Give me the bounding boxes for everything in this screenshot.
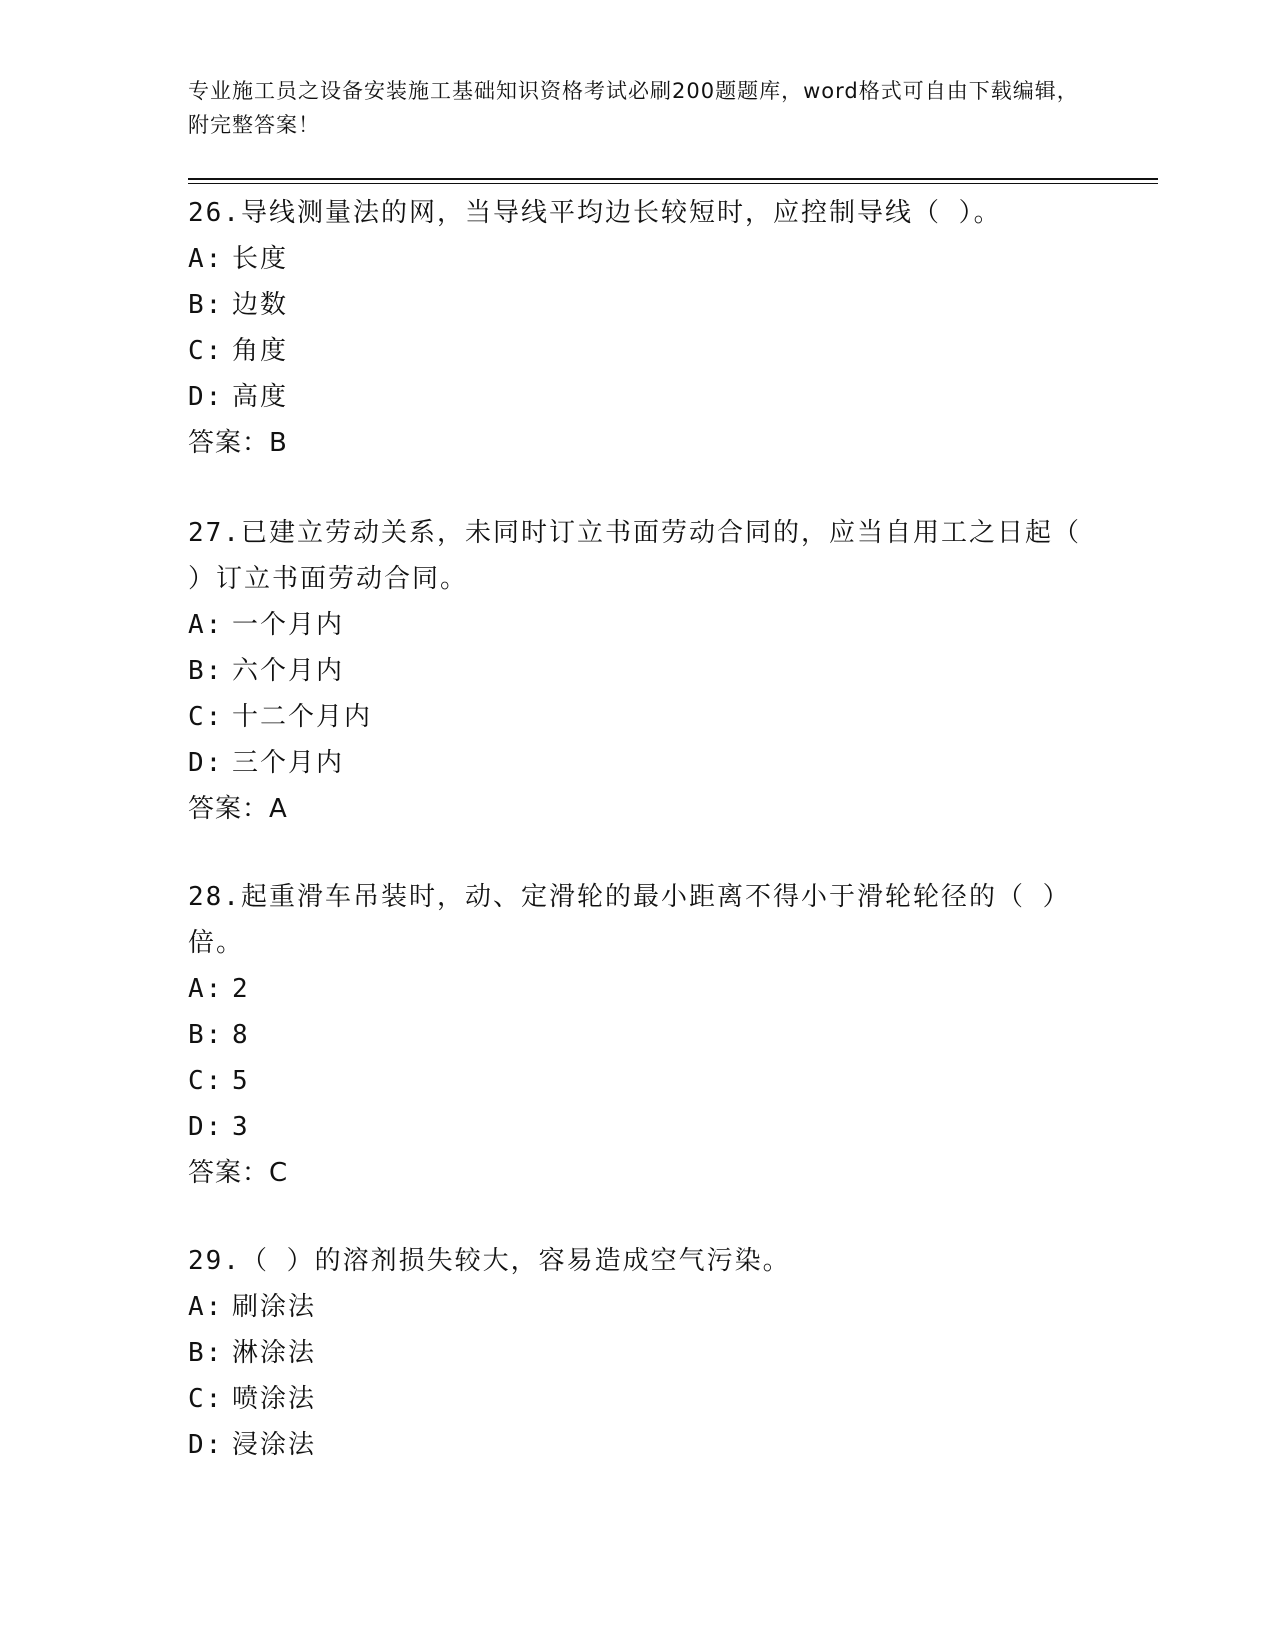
- question-29: [188, 1238, 1088, 1468]
- option-key: C:: [188, 1066, 224, 1096]
- question-stem: 28.起重滑车吊装时，动、定滑轮的最小距离不得小于滑轮轮径的（ ）倍。: [188, 882, 1071, 958]
- answer-line: 答案：A: [188, 794, 288, 824]
- option-c: [188, 1058, 1088, 1104]
- option-text: 淋涂法: [232, 1338, 317, 1368]
- option-text: 六个月内: [232, 656, 345, 686]
- document-title: 专业施工员之设备安装施工基础知识资格考试必刷200题题库，word格式可自由下载编辑，附完整答案！: [188, 79, 1079, 137]
- option-a: [188, 602, 1088, 648]
- option-text: 边数: [232, 290, 289, 320]
- option-text: 8: [232, 1020, 250, 1050]
- option-text: 角度: [232, 336, 289, 366]
- option-b: [188, 1012, 1088, 1058]
- option-key: C:: [188, 1384, 224, 1414]
- question-28: [188, 874, 1088, 1196]
- option-key: C:: [188, 702, 224, 732]
- option-text: 一个月内: [232, 610, 345, 640]
- option-d: [188, 1422, 1088, 1468]
- option-a: [188, 966, 1088, 1012]
- option-text: 高度: [232, 382, 289, 412]
- option-text: 十二个月内: [232, 702, 373, 732]
- option-text: 5: [232, 1066, 250, 1096]
- header-divider-thin: [188, 183, 1158, 184]
- option-a: [188, 236, 1088, 282]
- option-key: D:: [188, 1112, 224, 1142]
- answer-line: 答案：C: [188, 1158, 289, 1188]
- header-divider-thick: [188, 178, 1158, 180]
- option-text: 长度: [232, 244, 289, 274]
- answer-line: 答案：B: [188, 428, 288, 458]
- option-key: D:: [188, 382, 224, 412]
- option-key: A:: [188, 244, 224, 274]
- option-text: 3: [232, 1112, 250, 1142]
- option-key: B:: [188, 656, 224, 686]
- option-d: [188, 1104, 1088, 1150]
- question-26: [188, 190, 1088, 466]
- option-key: B:: [188, 290, 224, 320]
- option-text: 2: [232, 974, 250, 1004]
- option-b: [188, 282, 1088, 328]
- option-d: [188, 374, 1088, 420]
- option-b: [188, 1330, 1088, 1376]
- option-key: B:: [188, 1020, 224, 1050]
- option-b: [188, 648, 1088, 694]
- option-text: 浸涂法: [232, 1430, 317, 1460]
- option-text: 三个月内: [232, 748, 345, 778]
- option-key: D:: [188, 748, 224, 778]
- option-d: [188, 740, 1088, 786]
- option-key: B:: [188, 1338, 224, 1368]
- question-stem: 27.已建立劳动关系，未同时订立书面劳动合同的，应当自用工之日起（ ）订立书面劳动合同。: [188, 518, 1081, 594]
- option-c: [188, 1376, 1088, 1422]
- option-key: A:: [188, 974, 224, 1004]
- option-c: [188, 328, 1088, 374]
- option-text: 刷涂法: [232, 1292, 317, 1322]
- option-key: A:: [188, 1292, 224, 1322]
- question-27: [188, 510, 1088, 832]
- option-key: C:: [188, 336, 224, 366]
- option-a: [188, 1284, 1088, 1330]
- option-c: [188, 694, 1088, 740]
- option-key: A:: [188, 610, 224, 640]
- question-stem: 26.导线测量法的网，当导线平均边长较短时，应控制导线（ ）。: [188, 198, 1002, 228]
- option-text: 喷涂法: [232, 1384, 317, 1414]
- option-key: D:: [188, 1430, 224, 1460]
- question-stem: 29.（ ）的溶剂损失较大，容易造成空气污染。: [188, 1246, 791, 1276]
